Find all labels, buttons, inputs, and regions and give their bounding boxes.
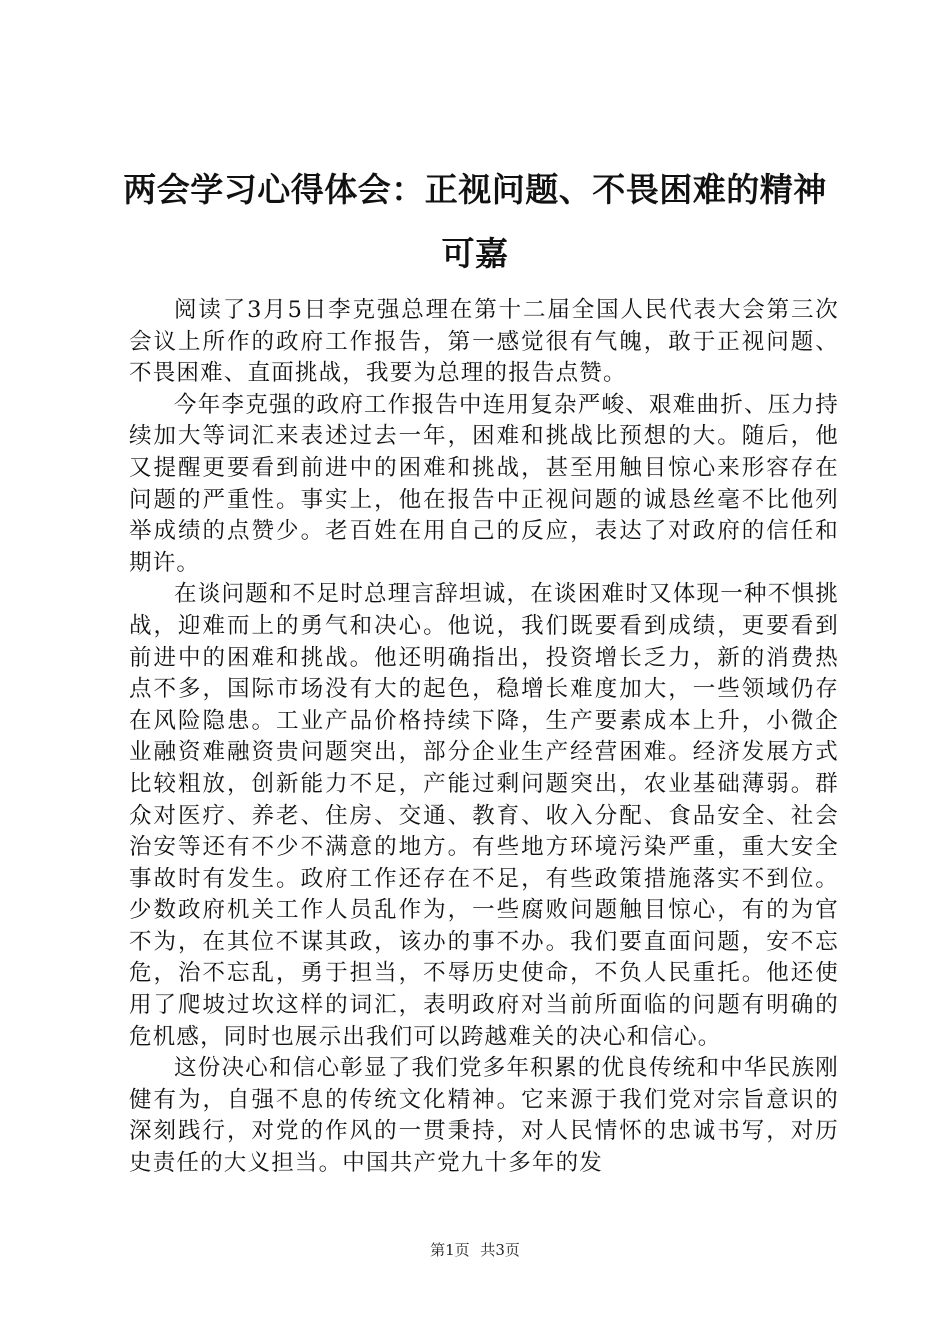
page-total: 共3页 xyxy=(480,1241,520,1259)
page-number: 第1页 xyxy=(430,1241,470,1259)
paragraph: 在谈问题和不足时总理言辞坦诚，在谈困难时又体现一种不惧挑战，迎难而上的勇气和决心。他说，我们既要看到成绩，更要看到前进中的困难和挑战。他还明确指出，投资增长乏力，新的消费热点不多，国际市场没有大的起色，稳增长难度加大，一些领域仍存在风险隐患。工业产品价格持续下降，生产要素成本上升，小微企业融资难融资贵问题突出，部分企业生产经营困难。经济发展方式比较粗放，创新能力不足，产能过剩问题突出，农业基础薄弱。群众对医疗、养老、住房、交通、教育、收入分配、食品安全、社会治安等还有不少不满意的地方。有些地方环境污染严重，重大安全事故时有发生。政府工作还存在不足，有些政策措施落实不到位。少数政府机关工作人员乱作为，一些腐败问题触目惊心，有的为官不为，在其位不谋其政，该办的事不办。我们要直面问题，安不忘危，治不忘乱，勇于担当，不辱历史使命，不负人民重托。他还使用了爬坡过坎这样的词汇，表明政府对当前所面临的问题有明确的危机感，同时也展示出我们可以跨越难关的决心和信心。 xyxy=(129,581,839,1050)
paragraph: 这份决心和信心彰显了我们党多年积累的优良传统和中华民族刚健有为，自强不息的传统文化精神。它来源于我们党对宗旨意识的深刻践行，对党的作风的一贯秉持，对人民情怀的忠诚书写，对历史责任的大义担当。中国共产党九十多年的发 xyxy=(129,1055,839,1177)
document-title: 两会学习心得体会：正视问题、不畏困难的精神可嘉 xyxy=(123,170,827,273)
paragraph: 今年李克强的政府工作报告中连用复杂严峻、艰难曲折、压力持续加大等词汇来表述过去一年，困难和挑战比预想的大。随后，他又提醒更要看到前进中的困难和挑战，甚至用触目惊心来形容存在问题的严重性。事实上，他在报告中正视问题的诚恳丝毫不比他列举成绩的点赞少。老百姓在用自己的反应，表达了对政府的信任和期许。 xyxy=(129,391,839,576)
page-footer xyxy=(0,1240,950,1260)
paragraph: 阅读了3月5日李克强总理在第十二届全国人民代表大会第三次会议上所作的政府工作报告，第一感觉很有气魄，敢于正视问题、不畏困难、直面挑战，我要为总理的报告点赞。 xyxy=(129,297,839,387)
document-body xyxy=(129,295,839,1180)
